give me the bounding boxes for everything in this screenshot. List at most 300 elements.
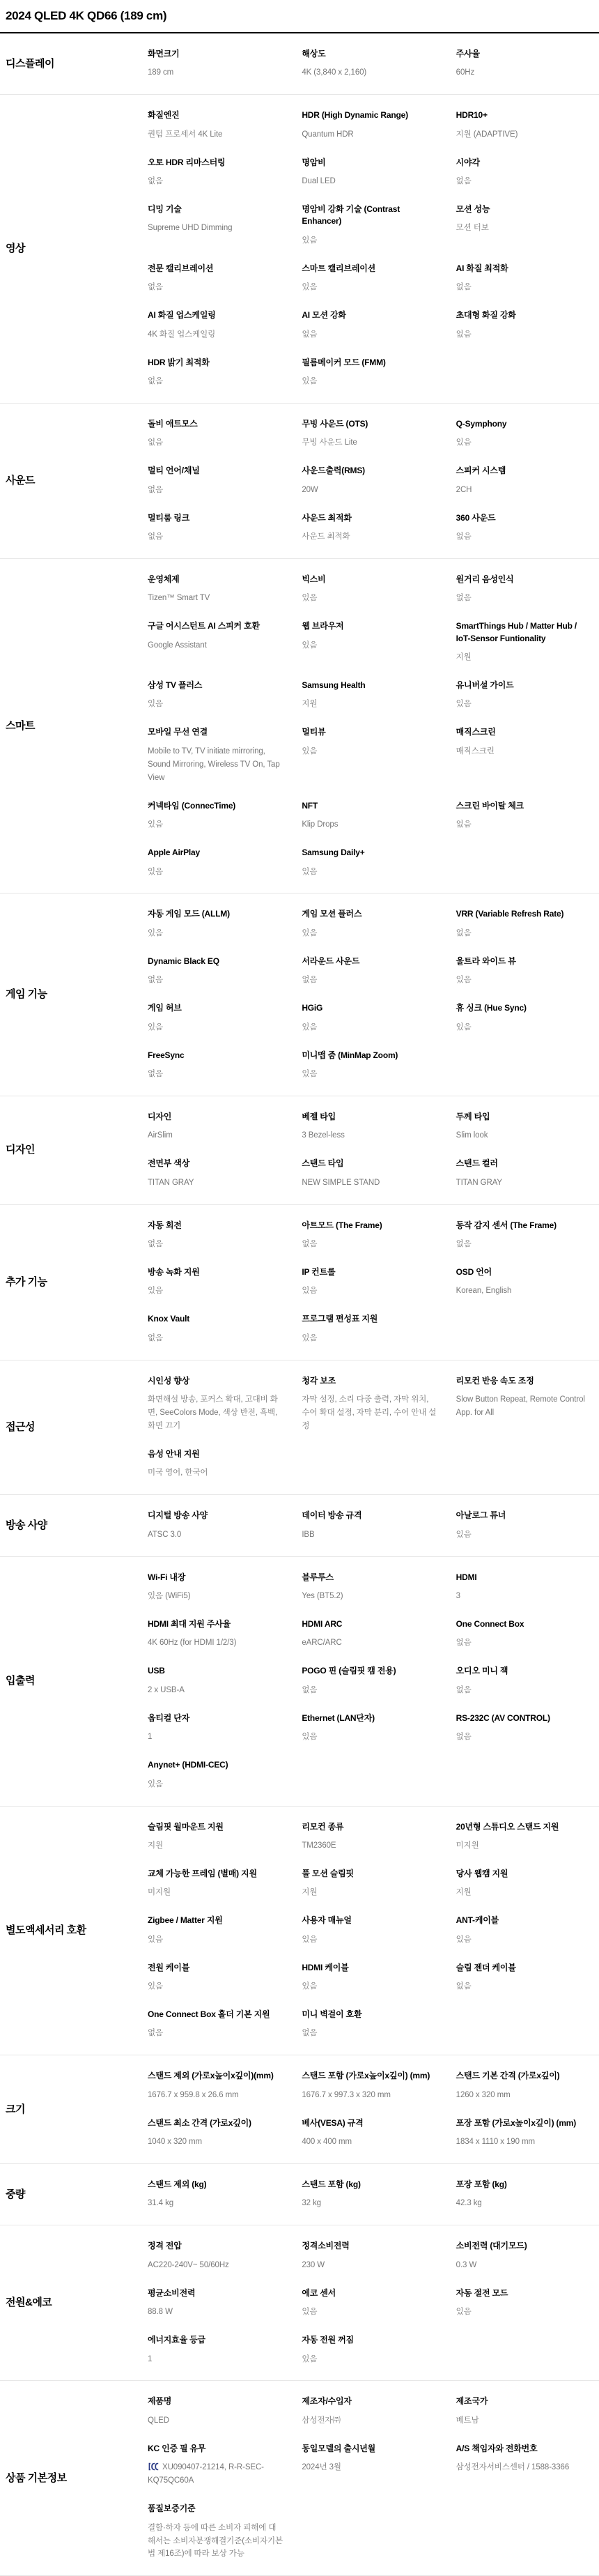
section-label: 별도액세서리 호환 (6, 1924, 86, 1936)
spec-value: 4K 화질 업스케일링 (148, 330, 216, 339)
spec-value: 지원 (302, 700, 318, 709)
spec-value: 0.3 W (456, 2260, 477, 2269)
spec-name: 미니 벽걸이 호환 (302, 2009, 362, 2019)
spec-item (148, 847, 283, 878)
spec-name: 블루투스 (302, 1572, 334, 1582)
spec-name: HGiG (302, 1003, 323, 1013)
spec-value: 1676.7 x 959.8 x 26.6 mm (148, 2090, 239, 2099)
spec-value: 31.4 kg (148, 2199, 174, 2208)
spec-item (148, 1050, 283, 1081)
spec-section (0, 95, 599, 404)
spec-item (302, 48, 437, 79)
spec-name: 웹 브라우저 (302, 621, 344, 631)
spec-item (456, 512, 592, 544)
spec-value: 있음 (302, 376, 318, 385)
spec-value: NEW SIMPLE STAND (302, 1178, 380, 1187)
section-label: 디자인 (6, 1144, 35, 1156)
spec-name: HDR10+ (456, 110, 488, 121)
spec-value: 없음 (456, 594, 472, 603)
section-label: 영상 (6, 243, 25, 254)
spec-name: Knox Vault (148, 1314, 190, 1324)
spec-item (456, 1002, 592, 1034)
spec-item (302, 1618, 437, 1650)
spec-item (456, 465, 592, 496)
spec-item (456, 1220, 592, 1251)
spec-name: IP 컨트롤 (302, 1266, 336, 1277)
spec-value: 모션 터보 (456, 224, 489, 233)
spec-item (302, 1665, 437, 1696)
spec-value: 퀀텀 프로세서 4K Lite (148, 130, 223, 139)
spec-value: 2024년 3월 (302, 2463, 341, 2472)
spec-name: 미니맵 줌 (MinMap Zoom) (302, 1050, 398, 1060)
spec-value: 없음 (148, 976, 164, 985)
spec-name: 자동 절전 모드 (456, 2287, 508, 2298)
spec-value: 없음 (456, 177, 472, 186)
spec-value: 미국 영어, 한국어 (148, 1469, 208, 1478)
spec-item (148, 908, 283, 940)
spec-name: POGO 핀 (슬림핏 캠 전용) (302, 1666, 396, 1676)
spec-value: 지원 (456, 653, 472, 662)
spec-item (302, 2240, 437, 2271)
spec-value: 1676.7 x 997.3 x 320 mm (302, 2090, 391, 2099)
spec-value: 있음 (456, 1530, 472, 1539)
spec-value: 삼성전자서비스센터 / 1588-3366 (456, 2463, 570, 2472)
spec-item (302, 620, 437, 664)
spec-name: 제조자/수입자 (302, 2396, 352, 2407)
spec-item (456, 48, 592, 79)
spec-name: 커넥타임 (ConnecTime) (148, 800, 236, 811)
spec-value: 있음 (148, 867, 164, 876)
spec-name: 오토 HDR 리마스터링 (148, 157, 226, 167)
spec-name: Wi-Fi 내장 (148, 1572, 186, 1582)
spec-item (302, 1050, 437, 1081)
spec-name: RS-232C (AV CONTROL) (456, 1712, 550, 1723)
spec-value: Quantum HDR (302, 130, 354, 139)
spec-item (302, 956, 437, 987)
spec-value: 있음 (302, 1069, 318, 1078)
spec-value: 60Hz (456, 68, 475, 77)
spec-value: 있음 (302, 1287, 318, 1296)
spec-value: Dual LED (302, 177, 336, 186)
spec-item (456, 574, 592, 605)
section-spec-grid (148, 574, 599, 878)
spec-name: 필름메이커 모드 (FMM) (302, 357, 386, 367)
spec-item (302, 109, 437, 141)
spec-name: One Connect Box 홀더 기본 지원 (148, 2009, 270, 2019)
spec-name: 게임 허브 (148, 1003, 182, 1013)
spec-item (148, 1915, 283, 1946)
spec-value: 있음 (302, 867, 318, 876)
spec-value: 화면해설 방송, 포커스 확대, 고대비 화면, SeeColors Mode, 색상 반전, 흑백, 화면 끄기 (148, 1395, 278, 1431)
spec-name: 제품명 (148, 2396, 172, 2407)
section-label: 사운드 (6, 474, 35, 486)
spec-name: 에코 센서 (302, 2287, 336, 2298)
spec-name: A/S 책임자와 전화번호 (456, 2443, 538, 2453)
spec-item (302, 847, 437, 878)
spec-value: 자막 설정, 소리 다중 출력, 자막 위치, 수어 확대 설정, 자막 분리, 수어 안내 설정 (302, 1395, 437, 1431)
spec-name: 스탠드 기본 간격 (가로x깊이) (456, 2071, 560, 2081)
spec-value: 미지원 (456, 1841, 479, 1850)
spec-name: ANT-케이블 (456, 1915, 499, 1926)
spec-name: 슬림핏 월마운트 지원 (148, 1821, 224, 1832)
spec-item (148, 2334, 283, 2366)
spec-item (302, 2287, 437, 2319)
spec-value: 있음 (WiFi5) (148, 1592, 191, 1601)
spec-value: 매직스크린 (456, 746, 495, 756)
spec-item (148, 2009, 283, 2040)
spec-value: 있음 (148, 1287, 164, 1296)
spec-value: 없음 (148, 2029, 164, 2038)
spec-value: Yes (BT5.2) (302, 1592, 343, 1601)
spec-item (148, 1712, 283, 1744)
spec-item (456, 418, 592, 450)
spec-name: Samsung Health (302, 680, 366, 691)
spec-item (456, 620, 592, 664)
spec-value: IBB (302, 1530, 315, 1539)
spec-value: TITAN GRAY (456, 1178, 502, 1187)
section-label: 중량 (6, 2188, 25, 2200)
spec-value: 없음 (302, 1240, 318, 1249)
spec-item (302, 1821, 437, 1853)
spec-value: 있음 (302, 2354, 318, 2363)
section-spec-grid (148, 2070, 599, 2149)
spec-item (302, 2070, 437, 2101)
spec-name: 소비전력 (대기모드) (456, 2241, 527, 2251)
spec-value: 1 (148, 1733, 153, 1742)
spec-name: 교체 가능한 프레임 (별매) 지원 (148, 1868, 257, 1878)
spec-item (302, 204, 437, 247)
spec-name: 울트라 와이드 뷰 (456, 956, 516, 966)
spec-value: 20W (302, 485, 318, 494)
spec-value: 없음 (302, 976, 318, 985)
spec-value: 있음 (148, 820, 164, 829)
section-spec-grid (148, 908, 599, 1080)
spec-value: 없음 (148, 376, 164, 385)
spec-item (148, 956, 283, 987)
spec-value: 없음 (456, 330, 472, 339)
section-spec-grid (148, 2240, 599, 2366)
spec-item (148, 1220, 283, 1251)
spec-name: HDMI (456, 1572, 477, 1582)
spec-value: 있음 (456, 976, 472, 985)
spec-section (0, 1557, 599, 1807)
spec-item (456, 680, 592, 711)
spec-item (302, 2443, 437, 2487)
spec-item (302, 357, 437, 388)
spec-item (302, 1868, 437, 1899)
section-spec-grid (148, 1572, 599, 1791)
spec-name: 데이터 방송 규격 (302, 1510, 362, 1521)
spec-value: 없음 (456, 1685, 472, 1694)
spec-section (0, 1360, 599, 1496)
spec-item (302, 465, 437, 496)
spec-item (302, 2179, 437, 2210)
spec-item (148, 2070, 283, 2101)
spec-item (456, 800, 592, 831)
spec-item (148, 2443, 283, 2487)
spec-value: 없음 (148, 177, 164, 186)
spec-name: AI 화질 업스케일링 (148, 310, 216, 321)
spec-value: 없음 (148, 1333, 164, 1342)
spec-name: 에너지효율 등급 (148, 2335, 205, 2345)
spec-name: 정격소비전력 (302, 2241, 350, 2251)
spec-name: 스탠드 컬러 (456, 1158, 498, 1169)
spec-name: 당사 웹캠 지원 (456, 1868, 508, 1878)
spec-item (302, 1002, 437, 1034)
spec-item (148, 1002, 283, 1034)
section-spec-grid (148, 48, 599, 79)
spec-name: 주사율 (456, 49, 480, 59)
spec-name: 매직스크린 (456, 727, 496, 737)
spec-item (148, 1448, 283, 1480)
spec-name: Zigbee / Matter 지원 (148, 1915, 223, 1926)
spec-item (302, 512, 437, 544)
spec-value: 400 x 400 mm (302, 2138, 352, 2147)
spec-name: USB (148, 1666, 165, 1676)
spec-name: 20년형 스튜디오 스탠드 지원 (456, 1821, 559, 1832)
section-label: 게임 기능 (6, 988, 47, 1001)
spec-name: AI 화질 최적화 (456, 263, 508, 273)
spec-value: 없음 (456, 1240, 472, 1249)
section-spec-grid (148, 1111, 599, 1190)
spec-value: 지원 (456, 1888, 472, 1897)
spec-section (0, 894, 599, 1096)
spec-value: AirSlim (148, 1131, 173, 1140)
spec-item (148, 620, 283, 664)
spec-name: 스탠드 포함 (kg) (302, 2179, 361, 2190)
spec-name: 옵티컬 단자 (148, 1712, 190, 1723)
spec-value: 1 (148, 2354, 153, 2363)
spec-value: 32 kg (302, 2199, 321, 2208)
spec-name: AI 모션 강화 (302, 310, 346, 321)
spec-value-text: XU090407-21214, R-R-SEC-KQ75QC60A (148, 2463, 264, 2485)
section-label: 스마트 (6, 719, 35, 732)
spec-item (302, 1915, 437, 1946)
spec-name: 모션 성능 (456, 204, 490, 215)
spec-name: 해상도 (302, 49, 326, 59)
spec-item (148, 512, 283, 544)
spec-item (148, 48, 283, 79)
spec-item (456, 1868, 592, 1899)
section-spec-grid (148, 1821, 599, 2041)
spec-value: 있음 (302, 746, 318, 756)
spec-item (148, 1759, 283, 1791)
spec-value: 결함·하자 등에 따른 소비자 피해에 대해서는 소비자분쟁해결기준(소비자기본법 제16조)에 따라 보상 가능 (148, 2523, 283, 2559)
spec-name: 구글 어시스턴트 AI 스피커 호환 (148, 621, 260, 631)
spec-value: Supreme UHD Dimming (148, 224, 233, 233)
spec-name: 아트모드 (The Frame) (302, 1220, 382, 1230)
spec-name: 품질보증기준 (148, 2504, 196, 2514)
spec-value: Slim look (456, 1131, 488, 1140)
spec-item (456, 1266, 592, 1298)
spec-item (456, 157, 592, 188)
spec-item (456, 726, 592, 784)
spec-value: 4K 60Hz (for HDMI 1/2/3) (148, 1639, 237, 1648)
spec-item (456, 1510, 592, 1541)
spec-item (148, 800, 283, 831)
spec-name: 멀티룸 링크 (148, 512, 190, 523)
spec-value: Klip Drops (302, 820, 339, 829)
spec-item (148, 263, 283, 294)
spec-item (148, 1962, 283, 1993)
spec-name: 베젤 타입 (302, 1111, 336, 1121)
spec-name: HDR (High Dynamic Range) (302, 110, 408, 121)
spec-item (148, 465, 283, 496)
spec-name: 유니버설 가이드 (456, 680, 514, 691)
spec-name: 정격 전압 (148, 2241, 182, 2251)
spec-item (302, 1266, 437, 1298)
spec-value: 있음 (302, 1733, 318, 1742)
spec-name: 동작 감지 센서 (The Frame) (456, 1220, 557, 1230)
spec-value: 2CH (456, 485, 472, 494)
spec-item (148, 574, 283, 605)
spec-item (456, 956, 592, 987)
spec-item (148, 1572, 283, 1603)
spec-section (0, 404, 599, 559)
spec-item (148, 1158, 283, 1189)
spec-item (302, 2117, 437, 2149)
spec-item (302, 574, 437, 605)
spec-value: 없음 (456, 1733, 472, 1742)
spec-name: 멀티뷰 (302, 727, 326, 737)
spec-name: 디지털 방송 사양 (148, 1510, 208, 1521)
spec-value: 1260 x 320 mm (456, 2090, 511, 2099)
spec-item (302, 2334, 437, 2366)
spec-value: Slow Button Repeat, Remote Control App. for All (456, 1395, 585, 1418)
spec-value: 없음 (302, 1685, 318, 1694)
spec-value: 삼성전자㈜ (302, 2416, 341, 2425)
spec-value: 미지원 (148, 1888, 171, 1897)
spec-name: 사용자 매뉴얼 (302, 1915, 352, 1926)
spec-value: 없음 (148, 485, 164, 494)
spec-item (148, 357, 283, 388)
spec-value: ATSC 3.0 (148, 1530, 182, 1539)
spec-item (456, 309, 592, 341)
spec-section (0, 1807, 599, 2056)
section-label: 접근성 (6, 1420, 35, 1433)
spec-name: 모바일 무선 연결 (148, 727, 208, 737)
spec-value: 1834 x 1110 x 190 mm (456, 2138, 535, 2147)
spec-item (148, 1375, 283, 1433)
spec-name: 자동 게임 모드 (ALLM) (148, 909, 230, 919)
spec-name: 전원 케이블 (148, 1962, 190, 1972)
spec-item (148, 204, 283, 247)
spec-name: 전면부 색상 (148, 1158, 190, 1169)
section-label: 입출력 (6, 1674, 35, 1687)
spec-name: 스탠드 최소 간격 (가로x깊이) (148, 2117, 251, 2128)
spec-value: 지원 (302, 1888, 318, 1897)
spec-name: 리모컨 종류 (302, 1821, 344, 1832)
spec-name: 스탠드 제외 (가로x높이x깊이)(mm) (148, 2071, 274, 2081)
spec-section (0, 2381, 599, 2576)
spec-name: 빅스비 (302, 574, 326, 584)
spec-item (148, 1665, 283, 1696)
spec-value: 있음 (302, 1022, 318, 1032)
spec-name: 전문 캘리브레이션 (148, 263, 214, 273)
spec-name: 스탠드 제외 (kg) (148, 2179, 207, 2190)
spec-name: 삼성 TV 플러스 (148, 680, 203, 691)
spec-name: 프로그램 편성표 지원 (302, 1314, 378, 1324)
spec-name: 운영체제 (148, 574, 180, 584)
spec-name: KC 인증 필 유무 (148, 2443, 206, 2453)
spec-value: 있음 (302, 1981, 318, 1991)
spec-value: 없음 (148, 532, 164, 542)
spec-value: 있음 (456, 1935, 472, 1944)
spec-item (456, 2240, 592, 2271)
spec-item (456, 2117, 592, 2149)
section-label: 추가 기능 (6, 1275, 47, 1288)
spec-item (148, 1111, 283, 1142)
spec-value: 4K (3,840 x 2,160) (302, 68, 367, 77)
spec-value: 베트남 (456, 2416, 479, 2425)
spec-value: 있음 (456, 438, 472, 447)
spec-value: AC220-240V~ 50/60Hz (148, 2260, 229, 2269)
spec-name: 스탠드 타입 (302, 1158, 344, 1169)
spec-name: 두께 타입 (456, 1111, 490, 1121)
spec-section (0, 1205, 599, 1360)
spec-name: Q-Symphony (456, 418, 507, 429)
spec-name: Dynamic Black EQ (148, 956, 219, 966)
spec-name: VRR (Variable Refresh Rate) (456, 909, 564, 919)
spec-name: 자동 전원 꺼짐 (302, 2335, 354, 2345)
spec-item (302, 726, 437, 784)
spec-value: 없음 (148, 438, 164, 447)
spec-name: 포장 포함 (kg) (456, 2179, 507, 2190)
spec-section (0, 559, 599, 894)
spec-value: 있음 (148, 1779, 164, 1788)
section-spec-grid (148, 2179, 599, 2210)
spec-item (148, 2117, 283, 2149)
spec-value: 없음 (456, 1981, 472, 1991)
spec-value: eARC/ARC (302, 1639, 342, 1648)
spec-value: 1040 x 320 mm (148, 2138, 202, 2147)
spec-name: 서라운드 사운드 (302, 956, 360, 966)
spec-name: 디밍 기술 (148, 204, 182, 215)
spec-value: 없음 (302, 330, 318, 339)
spec-name: 초대형 화질 강화 (456, 310, 516, 321)
spec-item (148, 1868, 283, 1899)
spec-item (302, 680, 437, 711)
spec-value: Tizen™ Smart TV (148, 594, 210, 603)
spec-name: 사운드 최적화 (302, 512, 352, 523)
spec-name: 오디오 미니 잭 (456, 1666, 508, 1676)
spec-section (0, 33, 599, 95)
spec-item (148, 309, 283, 341)
spec-value: 있음 (302, 1935, 318, 1944)
spec-item (456, 2070, 592, 2101)
spec-value: 2 x USB-A (148, 1685, 185, 1694)
spec-name: 스탠드 포함 (가로x높이x깊이) (mm) (302, 2071, 430, 2081)
spec-section (0, 2225, 599, 2381)
spec-name: 평균소비전력 (148, 2287, 196, 2298)
spec-name: 사운드출력(RMS) (302, 466, 365, 476)
spec-value: 있음 (148, 1935, 164, 1944)
spec-item (302, 1712, 437, 1744)
spec-value: 무빙 사운드 Lite (302, 438, 357, 447)
spec-item (148, 2179, 283, 2210)
section-label: 크기 (6, 2103, 25, 2115)
spec-name: 게임 모션 플러스 (302, 909, 362, 919)
spec-name: SmartThings Hub / Matter Hub / IoT-Sensor Funtionality (456, 621, 577, 643)
spec-value: 42.3 kg (456, 2199, 482, 2208)
spec-value: TITAN GRAY (148, 1178, 194, 1187)
spec-name: 명암비 강화 기술 (Contrast Enhancer) (302, 204, 400, 227)
spec-name: 음성 안내 지원 (148, 1449, 200, 1459)
spec-value: 없음 (302, 2029, 318, 2038)
spec-value: 있음 (302, 594, 318, 603)
spec-section (0, 2055, 599, 2164)
spec-item (302, 1510, 437, 1541)
